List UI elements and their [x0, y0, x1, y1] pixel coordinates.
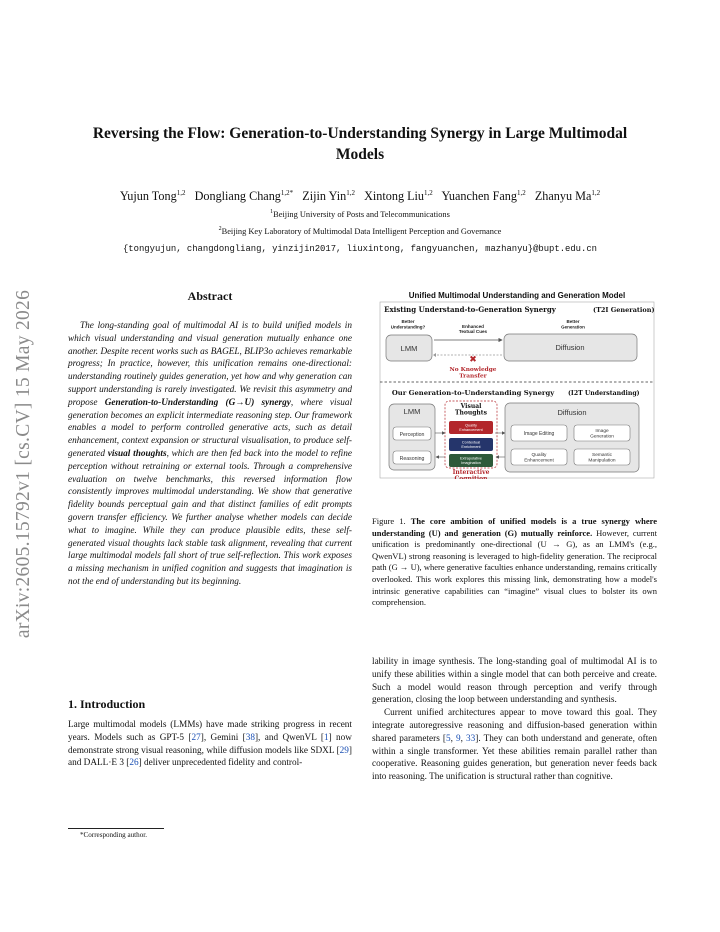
abstract-heading: Abstract: [187, 289, 233, 303]
better-generation-label: Better Generation: [561, 319, 585, 330]
author: Dongliang Chang$^{1,2*}$: [194, 189, 294, 204]
arxiv-sidebar-stamp: [2, 238, 46, 690]
intro-heading: 1. Introduction: [68, 697, 146, 711]
footnote: *Corresponding author.: [80, 831, 147, 839]
author: Yuanchen Fang$^{1,2}$: [441, 189, 526, 204]
arxiv-id: arXiv:2605.15792v1 [cs.CV] 15 May 2026: [13, 289, 34, 639]
author-emails: {tongyujun, changdongliang, yinzijin2017, liuxintong, fangyuanchen, mazhanyu}@bupt.edu.cn: [122, 244, 597, 254]
author: Yujun Tong$^{1,2}$: [119, 189, 186, 204]
no-transfer-x-icon: ✖: [469, 354, 477, 364]
diffusion-label: Diffusion: [555, 343, 585, 352]
citation-link[interactable]: 38: [245, 732, 255, 743]
abstract-body: The long-standing goal of multimodal AI is to build unified models in which visual understanding and visual generation mutually enhance one another. Despite recent works such as BAGEL, BLIP3o achieves remarkable progress; In practice, however, this unification remains one-directional: understanding routinely guides generation, yet how and why generation can support understanding is rarely investigated. We revisit this asymmetry and propose Generation-to-Understanding (G→U) synergy, where visual generation becomes an explicit intermediate reasoning step. Our framework enables a model to perform controlled generative acts, such as detail enhancement, context expansion or structural visualisation, to produce self-generated visual thoughts, which are then fed back into the model to refine perception without retraining or external tools. Through a comprehensive evaluation on twelve benchmarks, this reversed information flow consistently improves multimodal understanding. We show that generative fidelity bounds perceptual gain and that distinct families of edit prompts govern transfer efficiency. We further analyse whether models can decide what to imagine. While they can produce plausible edits, these self-generated visual thoughts lack stable task alignment, revealing that current large multimodal models fall short of true self-reflection. This work exposes a missing mechanism in unified cognition and suggests that imagination is not the end of understanding but its beginning.: [68, 321, 353, 587]
affiliation-1: $^1$Beijing University of Posts and Telecommunications: [270, 209, 450, 219]
lmm-label: LMM: [400, 344, 418, 353]
author-list: [60, 189, 660, 204]
figure-1: [375, 287, 659, 479]
citation-link[interactable]: 33: [466, 733, 476, 744]
svg-text:ContextualEnrichment: Contextual Enrichment: [461, 440, 481, 449]
enhanced-cues-label: Enhanced Textual Cues: [458, 324, 488, 334]
image-editing-label: Image Editing: [523, 431, 555, 437]
citation-link[interactable]: 5: [445, 733, 451, 744]
ours-tag: (I2T Understanding): [568, 390, 640, 397]
svg-text:QualityEnhancement: Quality Enhancement: [459, 423, 483, 432]
interactive-cognition-label: Interactive Cognition: [452, 469, 490, 479]
footnote-rule: [68, 828, 164, 829]
quality-enhancement-label: Quality Enhancement: [524, 453, 554, 464]
figure-title: Unified Multimodal Understanding and Generation Model: [408, 291, 626, 300]
image-generation-label: Image Generation: [590, 429, 614, 440]
lmm-label: LMM: [403, 407, 421, 416]
visual-thoughts-label: Visual Thoughts: [455, 403, 487, 417]
author: Zhanyu Ma$^{1,2}$: [534, 189, 601, 204]
diffusion-label: Diffusion: [557, 408, 587, 417]
svg-text:ExtrapolativeImagination: Extrapolative Imagination: [460, 456, 482, 465]
citation-link[interactable]: 1: [323, 732, 329, 743]
intro-continued: lability in image synthesis. The long-standing goal of multimodal AI is to unify these abilities within a single model that can both perceive and create. Such a model would reason through perception and verify through generation, closing the loop between understanding and synthesis. Current unified architectures appear to move toward this goal. They integrate autoregressive reasoning and diffusion-based generation within shared parameters [5, 9, 33]. They can both understand and generate, often within a single transformer. Yet these abilities remain parallel rather than cooperative. Reasoning guides generation, but generation never feeds back into reasoning. The unification is structural rather than cognitive.: [372, 657, 658, 783]
intro-body: Large multimodal models (LMMs) have made striking progress in recent years. Models such as GPT-5 [27], Gemini [38], and QwenVL [1] now demonstrate strong visual reasoning, while diffusion models like SDXL [29] and DALL·E 3 [26] deliver unprecedented fidelity and control-: [68, 720, 352, 769]
existing-tag: (T2I Generation): [593, 306, 655, 314]
affiliation-2: $^2$Beijing Key Laboratory of Multimodal Data Intelligent Perception and Governance: [218, 226, 502, 236]
citation-link[interactable]: 29: [339, 745, 349, 756]
citation-link[interactable]: 26: [129, 758, 139, 769]
no-knowledge-label: No Knowledge Transfer: [449, 367, 497, 380]
author: Xintong Liu$^{1,2}$: [364, 189, 433, 204]
better-understanding-label: Better Understanding?: [390, 319, 426, 330]
existing-heading: Existing Understand-to-Generation Synergy: [384, 305, 556, 314]
reasoning-label: Reasoning: [399, 456, 425, 462]
perception-label: Perception: [399, 432, 425, 438]
citation-link[interactable]: 9: [456, 733, 461, 744]
semantic-manipulation-label: Semantic Manipulation: [588, 453, 616, 464]
paper-title: Reversing the Flow: Generation-to-Understanding Synergy in Large Multimodal Models: [92, 125, 628, 163]
ours-heading: Our Generation-to-Understanding Synergy: [391, 389, 555, 397]
figure-1-caption: Figure 1. The core ambition of unified models is a true synergy where understanding (U) and generation (G) mutually reinforce. However, current unification is predominantly one-directional (U → G), as an LMM's (e.g., QwenVL) strong reasoning is leveraged to high-fidelity generation. The reciprocal path (G → U), where generative faculties enhance understanding, remains critically overlooked. This work explores this missing link, demonstrating how a model's intrinsic generative capabilities can “imagine” visual clues to bolster its own comprehension.: [372, 516, 657, 608]
author: Zijin Yin$^{1,2}$: [302, 189, 355, 204]
citation-link[interactable]: 27: [191, 732, 201, 743]
